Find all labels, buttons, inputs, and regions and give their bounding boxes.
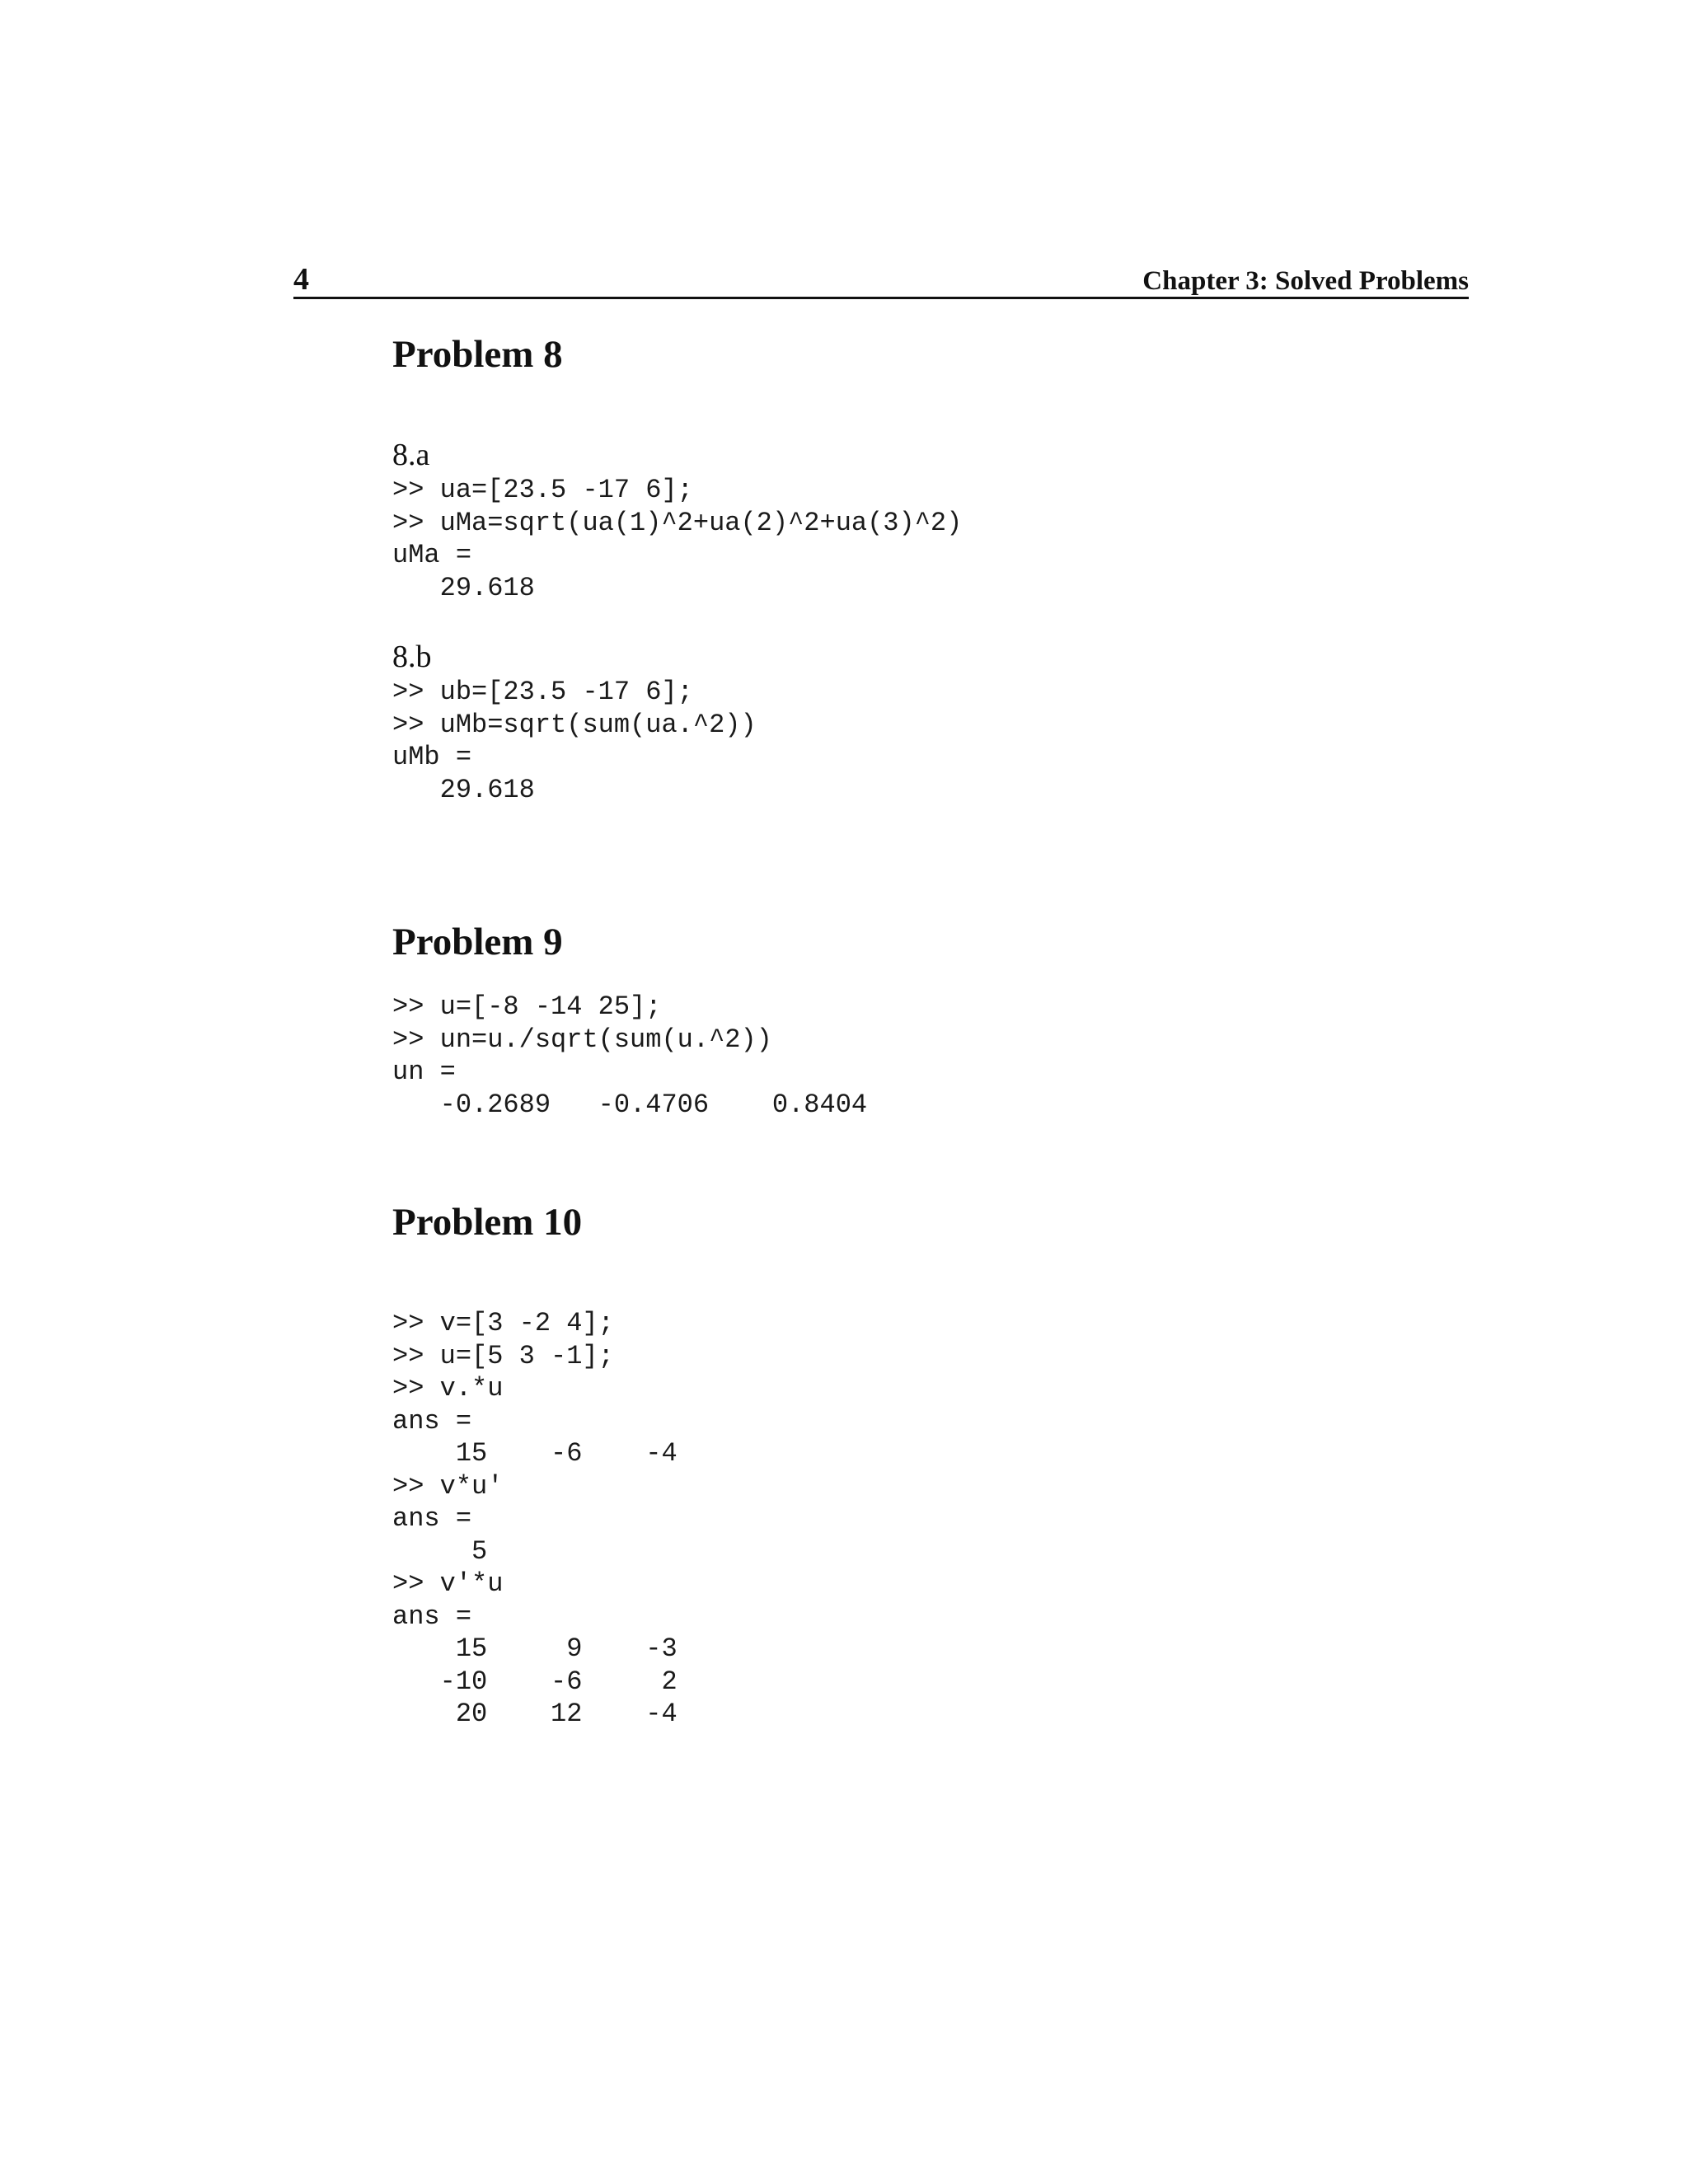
problem-8-heading: Problem 8: [392, 333, 563, 376]
problem-10-code: [392, 1307, 678, 1731]
problem-8b-code: [392, 676, 757, 806]
problem-9-code: [392, 991, 867, 1121]
code-line: >> uMb=sqrt(sum(ua.^2)): [392, 709, 757, 740]
code-line: un =: [392, 1057, 456, 1087]
code-line: 29.618: [392, 572, 535, 603]
code-line: ans =: [392, 1405, 472, 1436]
problem-8a-code: [392, 474, 962, 604]
code-line: 20 12 -4: [392, 1699, 678, 1729]
code-line: >> u=[5 3 -1];: [392, 1340, 614, 1371]
code-line: >> u=[-8 -14 25];: [392, 991, 662, 1022]
code-line: >> ua=[23.5 -17 6];: [392, 475, 693, 505]
code-line: >> un=u./sqrt(sum(u.^2)): [392, 1024, 772, 1055]
code-line: >> v*u': [392, 1470, 504, 1502]
code-line: 29.618: [392, 774, 535, 805]
code-line: 15 -6 -4: [392, 1438, 678, 1469]
page-number: 4: [293, 262, 309, 297]
problem-8b-label: 8.b: [392, 640, 432, 674]
code-line: >> v=[3 -2 4];: [392, 1308, 614, 1338]
code-line: ans =: [392, 1503, 472, 1534]
page-header: [293, 262, 1469, 299]
code-line: -10 -6 2: [392, 1666, 678, 1697]
code-line: ans =: [392, 1601, 472, 1632]
code-line: uMa =: [392, 540, 472, 570]
code-line: 15 9 -3: [392, 1633, 678, 1664]
chapter-title: Chapter 3: Solved Problems: [1142, 266, 1469, 296]
code-line: 5: [392, 1535, 488, 1567]
code-line: >> uMa=sqrt(ua(1)^2+ua(2)^2+ua(3)^2): [392, 507, 963, 538]
problem-8a-label: 8.a: [392, 438, 430, 472]
problem-9-heading: Problem 9: [392, 921, 563, 963]
code-line: >> ub=[23.5 -17 6];: [392, 677, 693, 707]
code-line: >> v.*u: [392, 1373, 504, 1404]
code-line: >> v'*u: [392, 1568, 504, 1599]
code-line: uMb =: [392, 742, 472, 772]
code-line: -0.2689 -0.4706 0.8404: [392, 1089, 868, 1120]
problem-10-heading: Problem 10: [392, 1201, 583, 1244]
